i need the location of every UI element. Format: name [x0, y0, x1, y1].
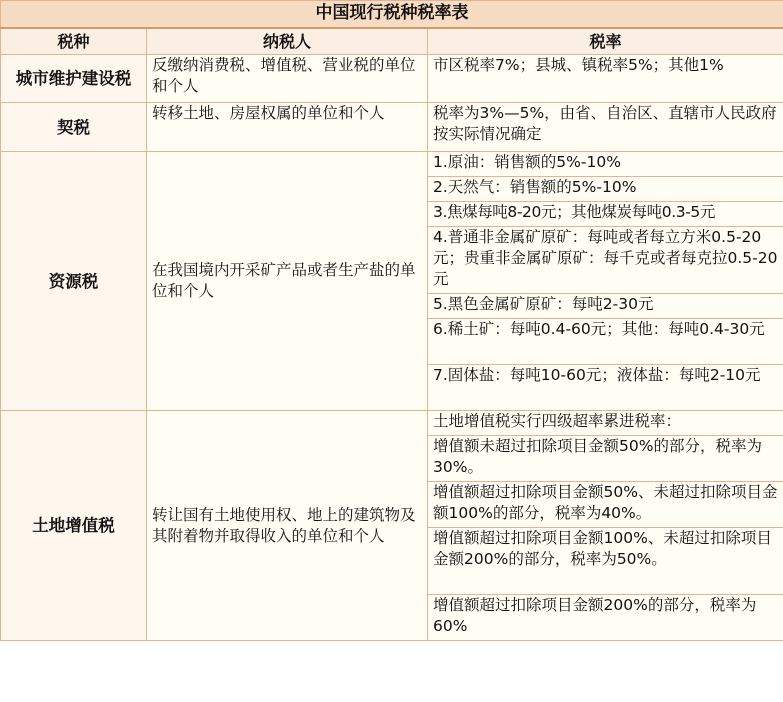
taxpayer-cell: 转移土地、房屋权属的单位和个人	[147, 103, 428, 152]
table-header-row	[1, 28, 783, 55]
header-tax-rate: 税率	[428, 28, 783, 55]
rate-cell: 7.固体盐：每吨10-60元；液体盐：每吨2-10元	[428, 365, 783, 411]
table-row	[1, 55, 783, 103]
taxpayer-cell: 反缴纳消费税、增值税、营业税的单位和个人	[147, 55, 428, 103]
rate-cell: 2.天然气：销售额的5%-10%	[428, 177, 783, 202]
table-row	[1, 152, 783, 177]
rate-cell: 3.焦煤每吨8-20元；其他煤炭每吨0.3-5元	[428, 202, 783, 227]
rate-cell: 1.原油：销售额的5%-10%	[428, 152, 783, 177]
rate-cell: 增值额超过扣除项目金额100%、未超过扣除项目金额200%的部分，税率为50%。	[428, 528, 783, 595]
rate-cell: 市区税率7%；县城、镇税率5%；其他1%	[428, 55, 783, 103]
taxpayer-cell: 在我国境内开采矿产品或者生产盐的单位和个人	[147, 152, 428, 411]
taxpayer-cell: 转让国有土地使用权、地上的建筑物及其附着物并取得收入的单位和个人	[147, 411, 428, 641]
header-taxpayer: 纳税人	[147, 28, 428, 55]
rate-cell: 增值额超过扣除项目金额200%的部分，税率为60%	[428, 595, 783, 641]
rate-cell: 6.稀土矿：每吨0.4-60元；其他：每吨0.4-30元	[428, 319, 783, 365]
tax-name-cell: 城市维护建设税	[1, 55, 147, 103]
rate-cell: 增值额未超过扣除项目金额50%的部分，税率为30%。	[428, 436, 783, 482]
tax-name-cell: 资源税	[1, 152, 147, 411]
table-title: 中国现行税种税率表	[1, 1, 783, 29]
tax-name-cell: 土地增值税	[1, 411, 147, 641]
table-row	[1, 411, 783, 436]
table-title-row	[1, 1, 783, 29]
rate-cell: 增值额超过扣除项目金额50%、未超过扣除项目金额100%的部分，税率为40%。	[428, 482, 783, 528]
table-row	[1, 103, 783, 152]
rate-cell: 税率为3%—5%，由省、自治区、直辖市人民政府按实际情况确定	[428, 103, 783, 152]
rate-cell: 5.黑色金属矿原矿：每吨2-30元	[428, 294, 783, 319]
tax-name-cell: 契税	[1, 103, 147, 152]
rate-cell: 4.普通非金属矿原矿：每吨或者每立方米0.5-20元；贵重非金属矿原矿：每千克或者每克拉0.5-20元	[428, 227, 783, 294]
rate-cell: 土地增值税实行四级超率累进税率：	[428, 411, 783, 436]
header-tax-type: 税种	[1, 28, 147, 55]
